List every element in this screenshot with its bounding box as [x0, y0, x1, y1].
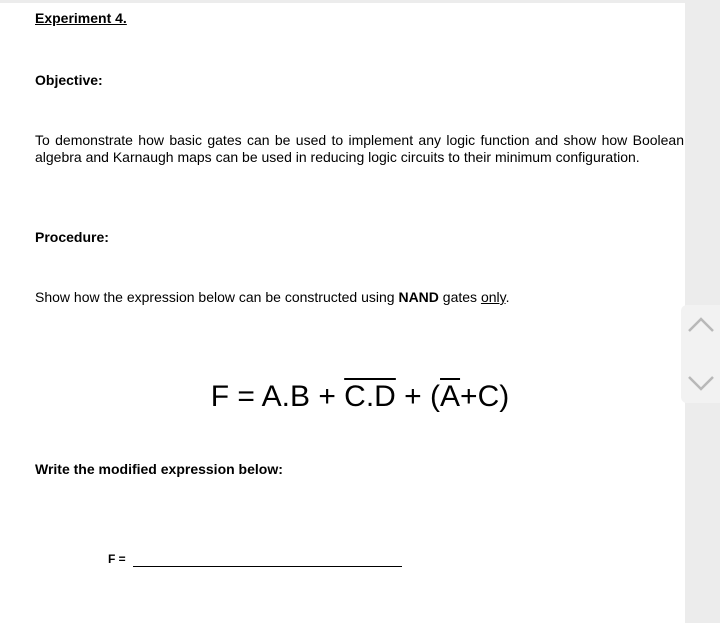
- expression-rest: +C): [460, 380, 510, 413]
- objective-text: To demonstrate how basic gates can be used to implement any logic function and show how Boolean algebra and Karnaugh maps can be used in reducing logic circuits to their minimum configuration.: [35, 132, 684, 165]
- boolean-expression: [0, 380, 720, 414]
- chevron-up-icon: [681, 305, 720, 345]
- experiment-title: Experiment 4.: [35, 10, 127, 26]
- procedure-text-mid: gates: [438, 289, 481, 305]
- procedure-heading: Procedure:: [35, 229, 109, 245]
- expression-lhs: F = A.B +: [210, 380, 345, 413]
- procedure-text-only: only: [480, 289, 506, 305]
- procedure-text: [35, 289, 509, 305]
- scroll-down-button[interactable]: [681, 363, 720, 403]
- procedure-text-nand: NAND: [398, 289, 439, 305]
- expression-overlined-var: $\overline{A}$: [440, 380, 461, 413]
- write-expression-label: Write the modified expression below:: [35, 461, 283, 477]
- answer-line[interactable]: [133, 566, 402, 567]
- answer-label: F =: [108, 552, 126, 566]
- scroll-up-button[interactable]: [681, 305, 720, 345]
- page-navigation: [681, 305, 720, 403]
- document-page: [0, 3, 685, 623]
- expression-mid: + (: [395, 380, 441, 413]
- objective-heading: Objective:: [35, 72, 103, 88]
- procedure-text-pre: Show how the expression below can be constructed using: [35, 289, 399, 305]
- chevron-down-icon: [681, 363, 720, 403]
- expression-overlined-term: C.D: [344, 380, 396, 413]
- procedure-text-post: .: [505, 289, 510, 305]
